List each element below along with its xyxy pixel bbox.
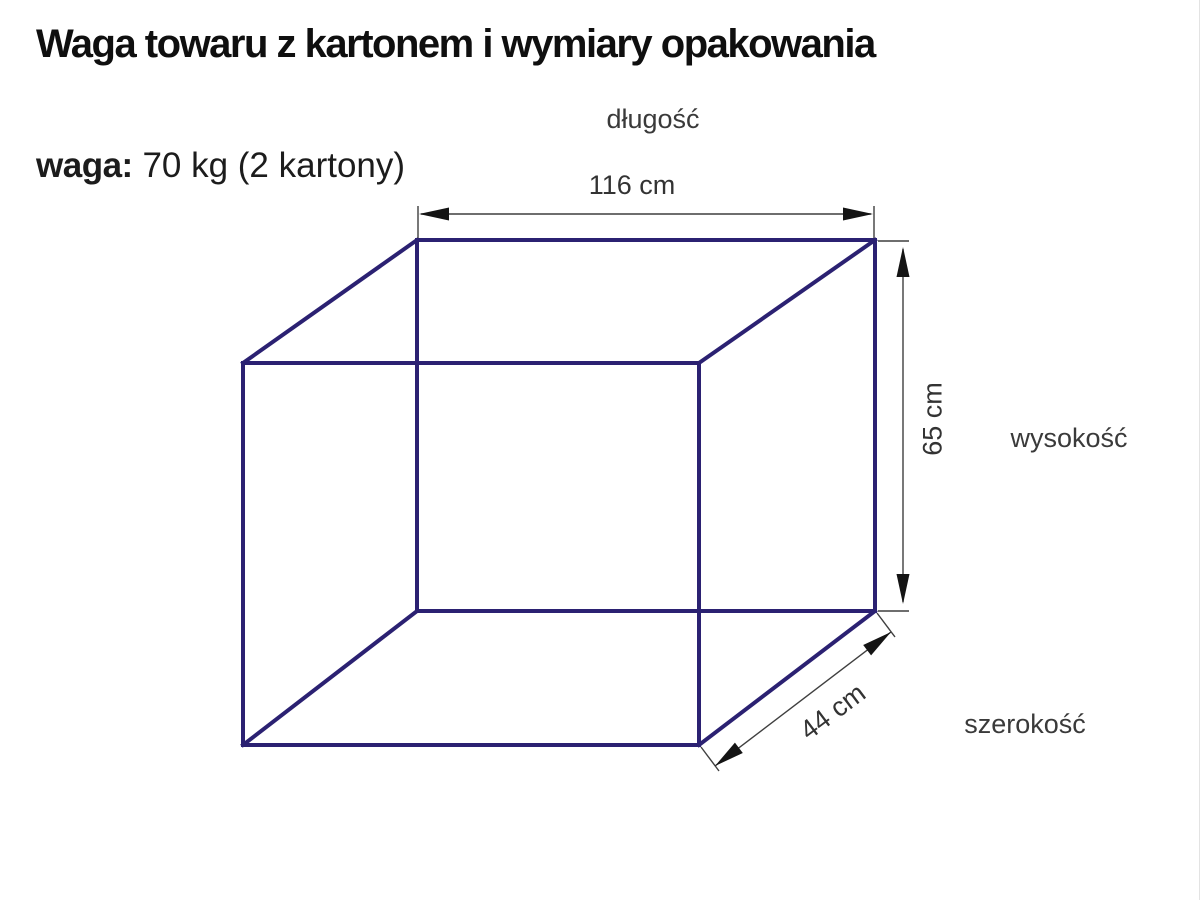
box-front-face xyxy=(417,240,875,611)
box-edges xyxy=(243,240,875,745)
width-axis-label: szerokość xyxy=(964,709,1086,739)
arrowhead-up-icon xyxy=(897,247,910,277)
width-extension-bottom xyxy=(701,747,719,771)
weight-value: 70 kg (2 kartony) xyxy=(142,146,406,185)
weight-spacer xyxy=(133,146,143,185)
box-edge-bottom-left xyxy=(243,611,417,745)
box-edge-bottom-right xyxy=(699,611,875,745)
height-axis-label: wysokość xyxy=(1010,423,1128,453)
length-axis-label: długość xyxy=(606,104,700,134)
box-back-face xyxy=(243,363,699,745)
height-value: 65 cm xyxy=(917,382,948,456)
arrowhead-left-icon xyxy=(419,208,449,221)
page-title: Waga towaru z kartonem i wymiary opakowania xyxy=(36,22,875,66)
box-edge-top-left xyxy=(243,240,417,363)
length-value: 116 cm xyxy=(588,170,676,200)
length-dimension xyxy=(418,206,874,238)
weight-label: waga: xyxy=(36,146,133,185)
width-extension-top xyxy=(877,613,895,637)
box-edge-top-right xyxy=(699,240,875,363)
weight-line xyxy=(36,146,405,186)
arrowhead-right-icon xyxy=(843,208,873,221)
width-value: 44 cm xyxy=(794,677,872,746)
height-dimension xyxy=(878,241,910,611)
width-dimension xyxy=(701,613,895,771)
arrowhead-down-icon xyxy=(897,574,910,604)
